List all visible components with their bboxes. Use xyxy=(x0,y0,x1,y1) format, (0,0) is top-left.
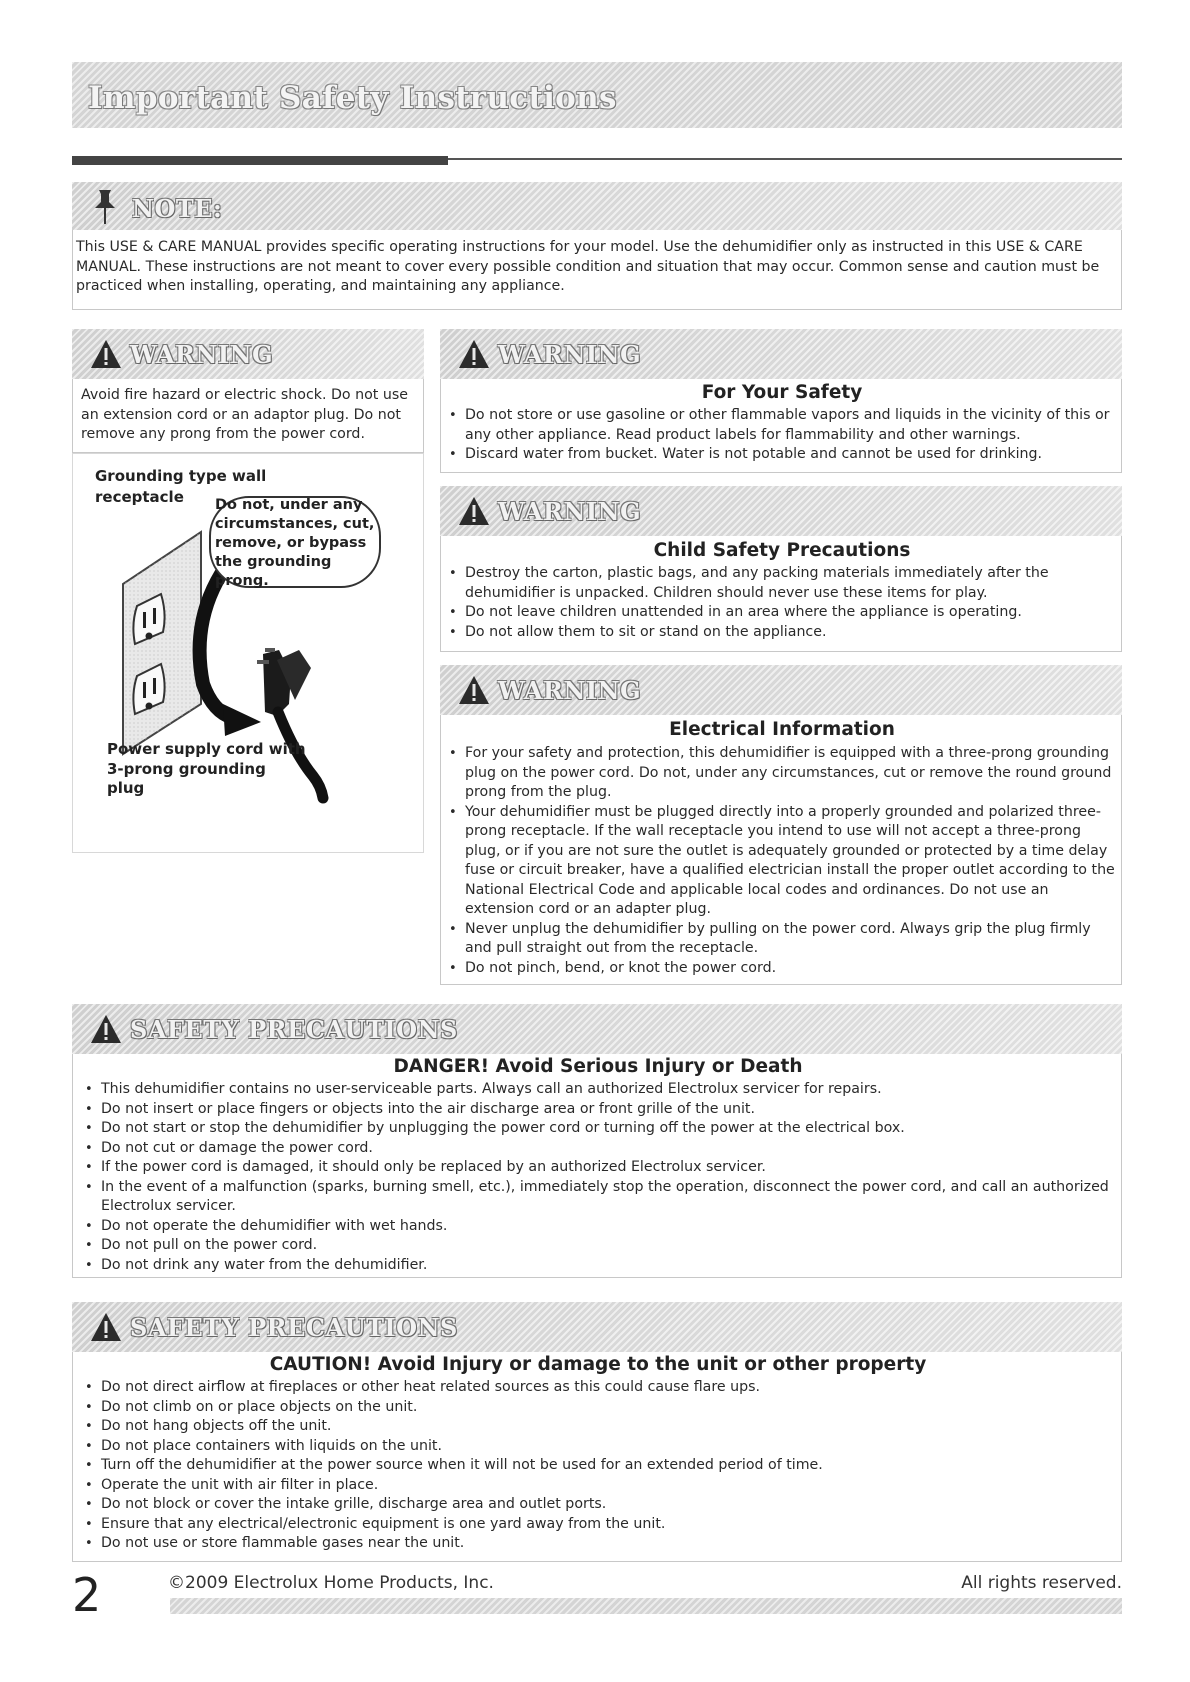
list-item: • Do not store or use gasoline or other flammable vapors and liquids in the vicinity of this or any other appliance. Read product labels for flammability and other warnings. xyxy=(445,406,1117,445)
receptacle-label: Grounding type wall receptacle xyxy=(95,467,267,506)
warning-electrical-list xyxy=(445,744,1119,978)
grounding-figure xyxy=(72,453,424,853)
list-item: • Do not place containers with liquids on the unit. xyxy=(81,1437,1117,1457)
list-item: • Do not operate the dehumidifier with wet hands. xyxy=(81,1217,1117,1237)
warning-safety-box xyxy=(440,379,1122,473)
safety-caution-list xyxy=(81,1378,1117,1554)
warning-triangle-icon xyxy=(90,339,122,369)
list-item: • For your safety and protection, this dehumidifier is equipped with a three-prong grounding plug on the power cord. Do not, under any circumstances, cut or remove the round ground prong from the plug. xyxy=(445,744,1119,803)
list-item: • Turn off the dehumidifier at the power source when it will not be used for an extended period of time. xyxy=(81,1456,1117,1476)
list-item: • Do not pinch, bend, or knot the power cord. xyxy=(445,959,1119,979)
list-item: • Do not cut or damage the power cord. xyxy=(81,1139,1117,1159)
warning-triangle-icon xyxy=(90,1312,122,1342)
footer-rights: All rights reserved. xyxy=(961,1573,1122,1593)
arrow-icon xyxy=(200,574,233,718)
warning-safety-header xyxy=(440,329,1122,379)
safety-danger-list xyxy=(81,1080,1117,1275)
warning-electrical-box xyxy=(440,715,1122,985)
note-box xyxy=(72,230,1122,310)
warning-child-header xyxy=(440,486,1122,536)
left-warning-header xyxy=(72,329,424,379)
list-item: • Do not leave children unattended in an area where the appliance is operating. xyxy=(445,603,1117,623)
safety-caution-title: SAFETY PRECAUTIONS xyxy=(130,1313,458,1342)
left-warning-text: Avoid fire hazard or electric shock. Do not use an extension cord or an adaptor plug. Do not remove any prong from the power cord. xyxy=(81,387,408,442)
warning-safety-list xyxy=(445,406,1117,465)
list-item: • Do not pull on the power cord. xyxy=(81,1236,1117,1256)
list-item: • Do not climb on or place objects on the unit. xyxy=(81,1398,1117,1418)
warning-triangle-icon xyxy=(90,1014,122,1044)
list-item: • Discard water from bucket. Water is not potable and cannot be used for drinking. xyxy=(445,445,1117,465)
safety-danger-subtitle: DANGER! Avoid Serious Injury or Death xyxy=(393,1056,803,1077)
safety-caution-header xyxy=(72,1302,1122,1352)
warning-electrical-subtitle: Electrical Information xyxy=(669,719,895,740)
list-item: • In the event of a malfunction (sparks, burning smell, etc.), immediately stop the operation, disconnect the power cord, and call an authorized Electrolux servicer. xyxy=(81,1178,1117,1217)
warning-triangle-icon xyxy=(458,339,490,369)
page-title: Important Safety Instructions xyxy=(88,80,617,116)
list-item: • Destroy the carton, plastic bags, and any packing materials immediately after the dehumidifier is unpacked. Children should never use these items for play. xyxy=(445,564,1117,603)
warning-safety-subtitle: For Your Safety xyxy=(701,382,863,403)
page-title-bar xyxy=(72,62,1122,128)
cord-label: Power supply cord with 3-prong grounding plug xyxy=(107,740,306,797)
safety-danger-header xyxy=(72,1004,1122,1054)
warning-child-box xyxy=(440,536,1122,652)
list-item: • Do not insert or place fingers or objects into the air discharge area or front grille of the unit. xyxy=(81,1100,1117,1120)
left-warning-title: WARNING xyxy=(130,340,274,369)
list-item: • Do not start or stop the dehumidifier by unplugging the power cord or turning off the power at the electrical box. xyxy=(81,1119,1117,1139)
page-number: 2 xyxy=(72,1568,102,1622)
title-rule xyxy=(72,156,448,165)
list-item: • Your dehumidifier must be plugged directly into a properly grounded and polarized three-prong receptacle. If the wall receptacle you intend to use will not accept a three-prong plug, or if you are not sure the outlet is adequately grounded or protected by a time delay fuse or circuit breaker, have a qualified electrician install the proper outlet according to the National Electrical Code and applicable local codes and ordinances. Do not use an extension cord or an adapter plug. xyxy=(445,803,1119,920)
warning-child-list xyxy=(445,564,1117,642)
warning-triangle-icon xyxy=(458,496,490,526)
note-header xyxy=(72,182,1122,230)
safety-caution-box xyxy=(72,1352,1122,1562)
note-text: This USE & CARE MANUAL provides specific operating instructions for your model. Use the dehumidifier only as instructed in this USE & CARE MANUAL. These instructions are not meant to cover every possible condition and situation that may occur. Common sense and caution must be practiced when installing, operating, and maintaining any appliance. xyxy=(76,239,1100,294)
wall-receptacle-icon xyxy=(123,532,201,754)
warning-electrical-title: WARNING xyxy=(498,676,642,705)
list-item: • Do not use or store flammable gases near the unit. xyxy=(81,1534,1117,1554)
warning-child-subtitle: Child Safety Precautions xyxy=(653,540,911,561)
warning-child-title: WARNING xyxy=(498,497,642,526)
note-title: NOTE: xyxy=(132,194,223,223)
list-item: • Do not allow them to sit or stand on the appliance. xyxy=(445,623,1117,643)
list-item: • Do not block or cover the intake grille, discharge area and outlet ports. xyxy=(81,1495,1117,1515)
footer-bar xyxy=(170,1598,1122,1614)
list-item: • Do not direct airflow at fireplaces or other heat related sources as this could cause flare ups. xyxy=(81,1378,1117,1398)
warning-electrical-header xyxy=(440,665,1122,715)
list-item: • If the power cord is damaged, it should only be replaced by an authorized Electrolux servicer. xyxy=(81,1158,1117,1178)
title-rule-thin xyxy=(448,158,1122,160)
safety-danger-box xyxy=(72,1054,1122,1278)
list-item: • Ensure that any electrical/electronic equipment is one yard away from the unit. xyxy=(81,1515,1117,1535)
list-item: • Do not hang objects off the unit. xyxy=(81,1417,1117,1437)
grounding-callout: Do not, under any circumstances, cut, remove, or bypass the grounding prong. xyxy=(215,497,375,589)
pushpin-icon xyxy=(90,188,120,226)
warning-safety-title: WARNING xyxy=(498,340,642,369)
list-item: • Do not drink any water from the dehumidifier. xyxy=(81,1256,1117,1276)
list-item: • Operate the unit with air filter in place. xyxy=(81,1476,1117,1496)
safety-danger-title: SAFETY PRECAUTIONS xyxy=(130,1015,458,1044)
list-item: • Never unplug the dehumidifier by pulling on the power cord. Always grip the plug firmly and pull straight out from the receptacle. xyxy=(445,920,1119,959)
warning-triangle-icon xyxy=(458,675,490,705)
safety-caution-subtitle: CAUTION! Avoid Injury or damage to the unit or other property xyxy=(269,1354,927,1375)
footer-copyright: ©2009 Electrolux Home Products, Inc. xyxy=(168,1573,494,1593)
left-warning-box xyxy=(72,379,424,453)
list-item: • This dehumidifier contains no user-serviceable parts. Always call an authorized Electrolux servicer for repairs. xyxy=(81,1080,1117,1100)
